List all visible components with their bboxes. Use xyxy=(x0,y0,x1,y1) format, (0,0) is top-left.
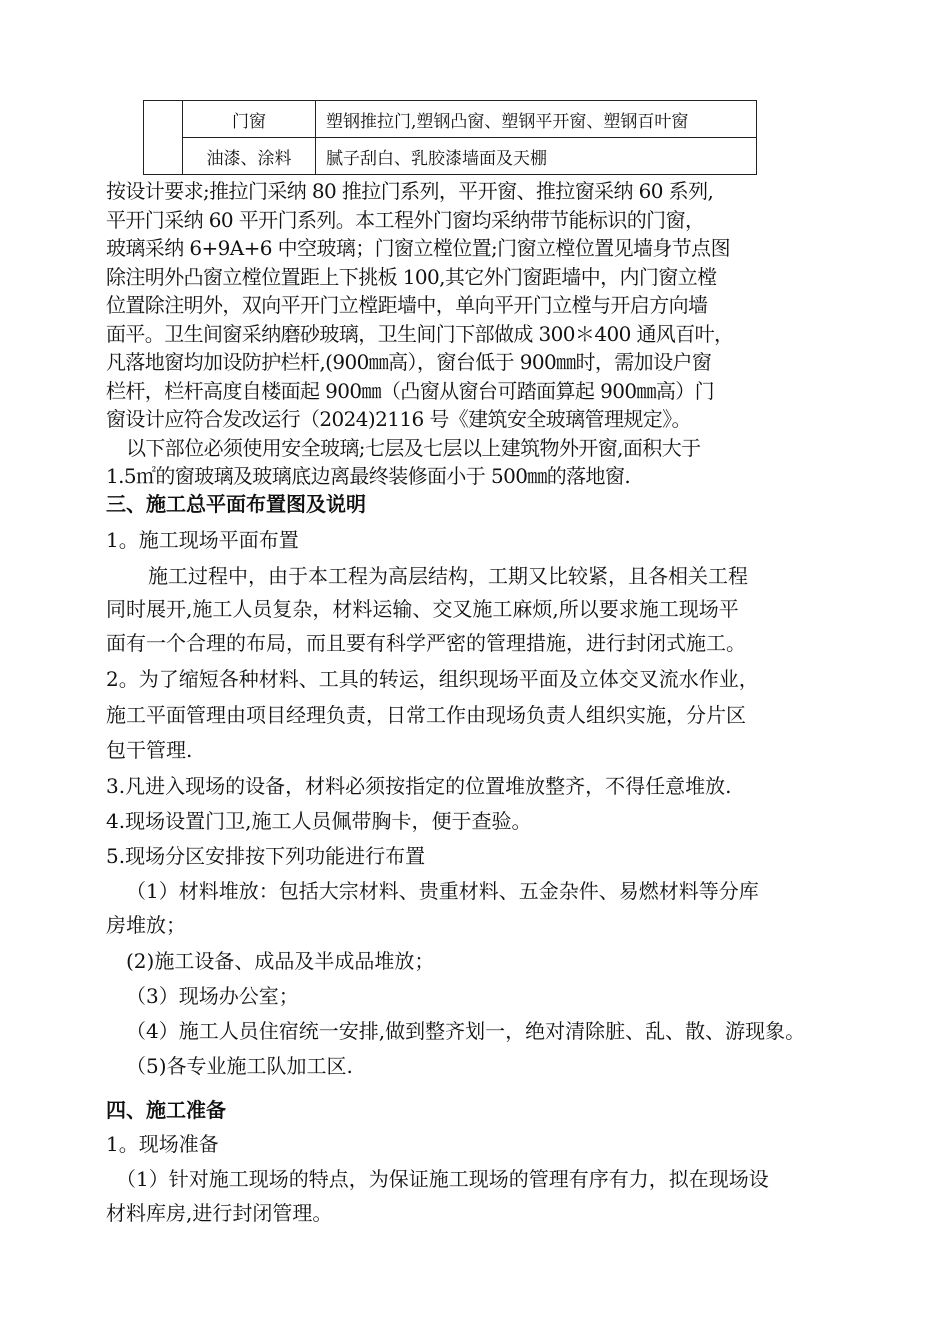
para1-line: 除注明外凸窗立樘位置距上下挑板 100,其它外门窗距墙中，内门窗立樘 xyxy=(106,265,717,289)
section3-item5: 5.现场分区安排按下列功能进行布置 xyxy=(106,844,426,868)
section3-item2-line: 包干管理. xyxy=(106,738,193,762)
section3-item1-line: 施工过程中，由于本工程为高层结构，工期又比较紧，且各相关工程 xyxy=(148,564,748,588)
section3-item2-line: 施工平面管理由项目经理负责，日常工作由现场负责人组织实施，分片区 xyxy=(106,703,746,727)
para1-line: 面平。卫生间窗采纳磨砂玻璃，卫生间门下部做成 300＊400 通风百叶， xyxy=(106,322,734,346)
section4-sub1-line: （1）针对施工现场的特点，为保证施工现场的管理有序有力，拟在现场设 xyxy=(116,1167,769,1191)
para1-line: 玻璃采纳 6+9A+6 中空玻璃；门窗立樘位置;门窗立樘位置见墙身节点图 xyxy=(106,236,730,260)
section3-sub1-line: 房堆放； xyxy=(106,913,186,937)
para1-line: 平开门采纳 60 平开门系列。本工程外门窗均采纳带节能标识的门窗， xyxy=(106,208,705,232)
section4-item1-title: 1。现场准备 xyxy=(106,1132,219,1156)
para1-line: 栏杆，栏杆高度自楼面起 900㎜（凸窗从窗台可踏面算起 900㎜高）门 xyxy=(106,379,715,403)
table-row xyxy=(144,101,757,138)
section4-sub1-line: 材料库房,进行封闭管理。 xyxy=(106,1201,333,1225)
section3-item3: 3.凡进入现场的设备，材料必须按指定的位置堆放整齐，不得任意堆放. xyxy=(106,774,732,798)
materials-table xyxy=(143,100,757,175)
table-row xyxy=(144,138,757,175)
para2-line: 以下部位必须使用安全玻璃;七层及七层以上建筑物外开窗,面积大于 xyxy=(126,436,701,460)
para1-line: 按设计要求;推拉门采纳 80 推拉门系列，平开窗、推拉窗采纳 60 系列, xyxy=(106,179,714,203)
section3-sub4: （4）施工人员住宿统一安排,做到整齐划一，绝对清除脏、乱、散、游现象。 xyxy=(126,1019,806,1043)
table-cell-desc: 塑钢推拉门,塑钢凸窗、塑钢平开窗、塑钢百叶窗 xyxy=(316,101,757,138)
section3-heading: 三、施工总平面布置图及说明 xyxy=(106,492,366,516)
table-cell-desc: 腻子刮白、乳胶漆墙面及天棚 xyxy=(316,138,757,175)
para1-line: 位置除注明外，双向平开门立樘距墙中，单向平开门立樘与开启方向墙 xyxy=(106,293,708,317)
table-cell-item: 油漆、涂料 xyxy=(183,138,316,175)
table-cell-item: 门窗 xyxy=(183,101,316,138)
section3-sub3: （3）现场办公室； xyxy=(126,984,299,1008)
section3-item4: 4.现场设置门卫,施工人员佩带胸卡，便于查验。 xyxy=(106,809,532,833)
section3-item2-line: 2。为了缩短各种材料、工具的转运，组织现场平面及立体交叉流水作业， xyxy=(106,667,759,691)
para2-line: 1.5㎡的窗玻璃及玻璃底边离最终装修面小于 500㎜的落地窗. xyxy=(106,464,631,488)
section3-item1-line: 同时展开,施工人员复杂，材料运输、交叉施工麻烦,所以要求施工现场平 xyxy=(106,597,739,621)
section3-sub5: （5)各专业施工队加工区. xyxy=(126,1054,353,1078)
section3-sub1-line: （1）材料堆放：包括大宗材料、贵重材料、五金杂件、易燃材料等分库 xyxy=(126,879,759,903)
para1-line: 凡落地窗均加设防护栏杆,(900㎜高），窗台低于 900㎜时，需加设户窗 xyxy=(106,350,712,374)
section4-heading: 四、施工准备 xyxy=(106,1098,226,1122)
para1-line: 窗设计应符合发改运行（2024)2116 号《建筑安全玻璃管理规定》。 xyxy=(106,407,691,431)
section3-item1-line: 面有一个合理的布局，而且要有科学严密的管理措施，进行封闭式施工。 xyxy=(106,631,746,655)
table-blank-cell xyxy=(144,101,183,175)
section3-sub2: (2)施工设备、成品及半成品堆放； xyxy=(126,949,435,973)
section3-item1-title: 1。施工现场平面布置 xyxy=(106,528,299,552)
